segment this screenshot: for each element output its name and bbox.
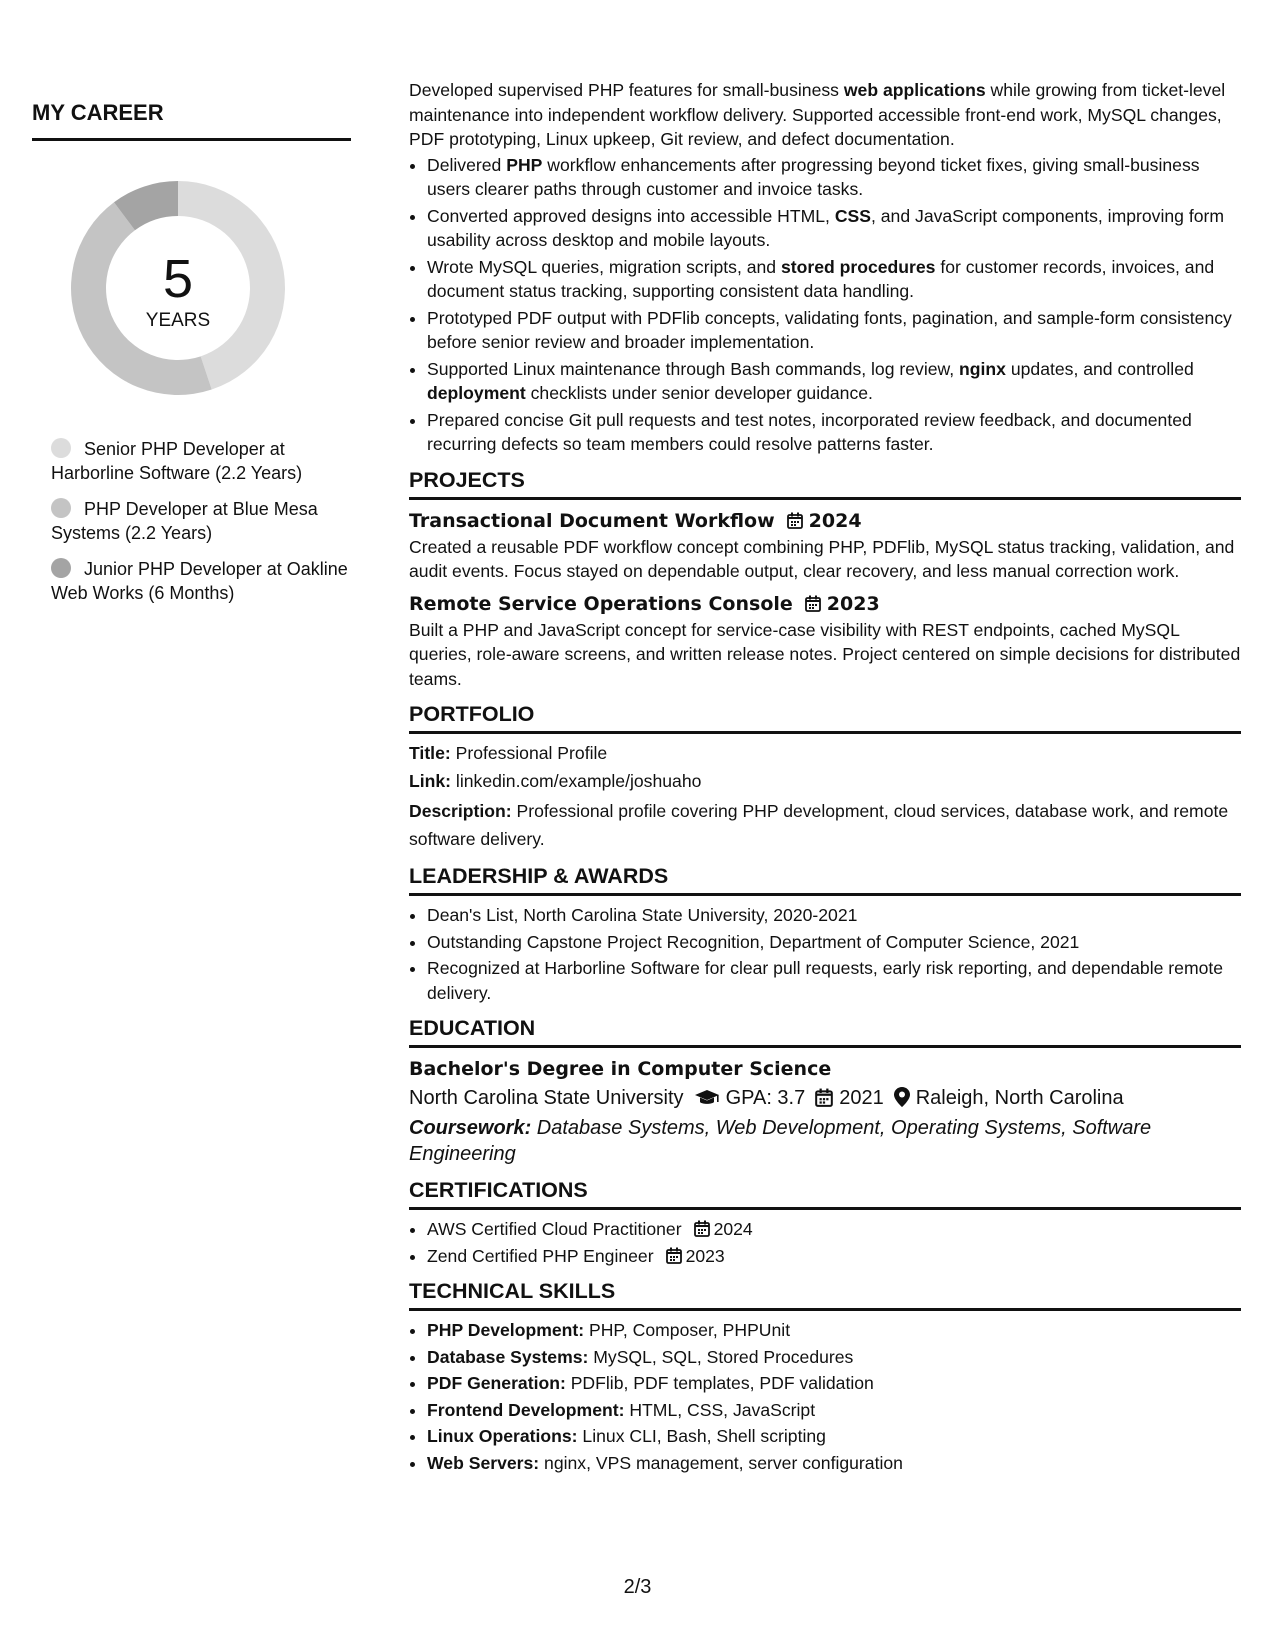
bullet-bold: PHP [506,154,543,175]
project-title [409,507,1241,535]
bullet-text: Wrote MySQL queries, migration scripts, and [427,256,781,277]
calendar-icon [805,595,821,612]
calendar-icon [666,1247,682,1264]
list-item: • Outstanding Capstone Project Recognition, Department of Computer Science, 2021 [427,930,1241,955]
skill-category: PDF Generation: [427,1373,566,1393]
legend-item [51,437,351,485]
field-label: Title: [409,743,451,763]
legend-item [51,557,351,605]
skill-values: HTML, CSS, JavaScript [624,1399,816,1420]
education-heading: EDUCATION [409,1016,536,1040]
skill-category: Frontend Development: [427,1399,625,1420]
skill-category: Web Servers: [427,1452,540,1473]
list-item [427,357,1241,406]
list-item [427,408,1241,457]
certifications-list [409,1217,1241,1268]
calendar-icon [787,512,803,529]
bullet-bold: CSS [834,205,871,226]
education-meta [409,1083,1241,1113]
project-name: Transactional Document Workflow [409,509,775,532]
list-item [427,1424,1241,1449]
portfolio-title [409,741,1241,765]
bullet-text: updates, and controlled [1005,358,1194,379]
summary-bold: web applications [843,80,986,100]
education-degree: Bachelor's Degree in Computer Science [409,1058,832,1080]
bullet-bold: deployment [427,383,526,403]
main-content [409,78,1241,1477]
calendar-icon [815,1088,833,1107]
skill-values: nginx, VPS management, server configuration [539,1452,903,1473]
donut-total-unit: YEARS [145,310,211,331]
field-value: Database Systems, Web Development, Operating Systems, Software Engineering [409,1117,1152,1165]
career-divider [32,138,351,141]
list-item [427,1244,1241,1269]
list-item [427,153,1241,202]
portfolio-link [409,769,1241,793]
project-item [409,590,1241,692]
bullet-text: Converted approved designs into accessible HTML, [427,205,835,226]
skills-heading: TECHNICAL SKILLS [409,1279,616,1303]
section-divider [409,893,1241,896]
legend-dot [51,558,71,578]
field-value: Professional Profile [450,743,608,763]
list-item: • Dean's List, North Carolina State University, 2020-2021 [427,903,1241,928]
leadership-heading: LEADERSHIP & AWARDS [409,864,669,888]
career-sidebar [32,96,351,603]
bullet-text: , and JavaScript components, improving form usability across desktop and mobile layouts. [427,205,1225,250]
section-divider [409,1045,1241,1048]
portfolio-link-text[interactable]: linkedin.com/example/joshuaho [451,771,702,791]
section-divider [409,497,1241,500]
list-item [427,255,1241,304]
project-year: 2023 [826,592,880,615]
list-item [427,1318,1241,1343]
summary-text: Developed supervised PHP features for small-business [409,80,844,100]
bullet-text: checklists under senior developer guidance. [525,383,873,403]
projects-heading: PROJECTS [409,467,525,492]
field-label: Coursework: [409,1117,532,1139]
portfolio-heading: PORTFOLIO [409,702,535,726]
field-label: Link: [409,771,452,791]
list-item [427,1345,1241,1370]
education-gpa: GPA: 3.7 [725,1087,806,1109]
section-divider [409,1207,1241,1210]
bullet-text: Prepared concise Git pull requests and test notes, incorporated review feedback, and documented recurring defects so team members could resolve patterns faster. [427,409,1192,454]
portfolio-description [409,797,1241,853]
field-value: Professional profile covering PHP development, cloud services, database work, and remote software delivery. [409,801,1229,849]
bullet-text: Delivered [427,154,507,175]
bullet-text: Prototyped PDF output with PDFlib concepts, validating fonts, pagination, and sample-form consistency before senior review and broader implementation. [427,307,1232,352]
project-title [409,590,1241,618]
legend-label: Senior PHP Developer at Harborline Software (2.2 Years) [51,439,303,483]
skill-category: Database Systems: [427,1346,589,1367]
certification-name: Zend Certified PHP Engineer [427,1245,654,1266]
bullet-text: Supported Linux maintenance through Bash commands, log review, [427,358,960,379]
list-item [427,1451,1241,1476]
project-name: Remote Service Operations Console [409,592,793,615]
project-item [409,507,1241,584]
leadership-list [409,903,1241,1005]
skill-category: PHP Development: [427,1320,585,1340]
project-year: 2024 [808,509,862,532]
bullet-bold: stored procedures [780,256,936,277]
section-divider [409,1308,1241,1311]
list-item [427,1398,1241,1423]
list-item [427,306,1241,355]
summary-text: while growing from ticket-level maintenance into independent workflow delivery. Supported accessible front-end work, MySQL changes, PDF prototyping, Linux upkeep, Git review, and defect documentation. [409,80,1226,149]
legend-dot [51,438,71,458]
legend-item [51,497,351,545]
legend-label: PHP Developer at Blue Mesa Systems (2.2 Years) [51,499,318,543]
bullet-bold: nginx [959,358,1006,379]
skill-values: PHP, Composer, PHPUnit [584,1320,791,1340]
list-item [427,1371,1241,1396]
certifications-heading: CERTIFICATIONS [409,1178,588,1202]
page-number: 2/3 [623,1576,652,1598]
list-item: • Recognized at Harborline Software for clear pull requests, early risk reporting, and dependable remote delivery. [427,956,1241,1005]
certification-name: AWS Certified Cloud Practitioner [427,1219,682,1239]
bullet-text: for customer records, invoices, and document status tracking, supporting consistent data handling. [427,256,1215,301]
career-donut-chart [66,176,290,400]
skill-values: PDFlib, PDF templates, PDF validation [565,1373,874,1393]
career-title: MY CAREER [32,100,164,125]
graduation-cap-icon [694,1089,720,1107]
project-description: Created a reusable PDF workflow concept combining PHP, PDFlib, MySQL status tracking, validation, and audit events. Focus stayed on dependable output, clear recovery, and less manual correction work. [409,536,1235,581]
location-pin-icon [894,1087,910,1107]
skill-values: Linux CLI, Bash, Shell scripting [577,1426,826,1446]
skills-list [409,1318,1241,1475]
section-divider [409,731,1241,734]
skill-values: MySQL, SQL, Stored Procedures [588,1346,854,1367]
education-school: North Carolina State University [409,1087,684,1109]
certification-year: 2023 [685,1245,725,1266]
experience-bullets [409,153,1241,457]
field-label: Description: [409,801,512,821]
education-coursework [409,1115,1241,1167]
list-item [427,204,1241,253]
bullet-text: workflow enhancements after progressing beyond ticket fixes, giving small-business users clearer paths through customer and invoice tasks. [427,154,1200,199]
calendar-icon [694,1220,710,1237]
project-description: Built a PHP and JavaScript concept for service-case visibility with REST endpoints, cached MySQL queries, role-aware screens, and written release notes. Project centered on simple decisions for distributed teams. [409,619,1241,689]
skill-category: Linux Operations: [427,1426,578,1446]
certification-year: 2024 [713,1219,753,1239]
donut-total-number: 5 [162,249,194,309]
experience-summary [409,78,1241,152]
legend-label: Junior PHP Developer at Oakline Web Works (6 Months) [51,559,348,603]
legend-dot [51,498,71,518]
list-item [427,1217,1241,1242]
career-legend [51,437,351,617]
education-year: 2021 [839,1087,884,1109]
education-location: Raleigh, North Carolina [915,1087,1124,1109]
